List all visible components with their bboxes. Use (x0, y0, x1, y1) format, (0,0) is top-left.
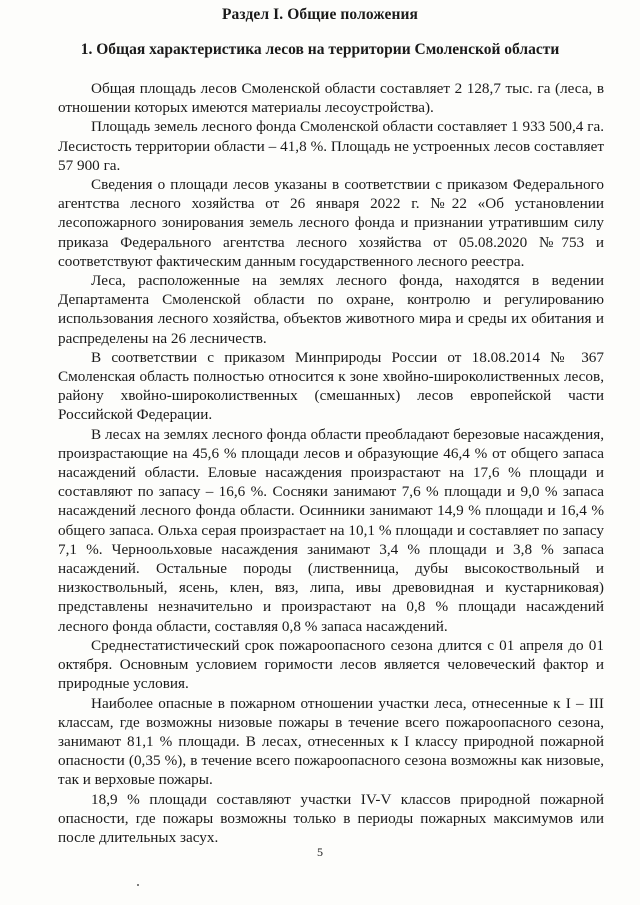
section-title: Раздел I. Общие положения (221, 6, 418, 23)
document-body (58, 79, 604, 847)
paragraph-total-area: Общая площадь лесов Смоленской области составляет 2 128,7 тыс. га (леса, в отношении которых имеются материалы лесоустройства). (58, 80, 604, 117)
paragraph-species-composition: В лесах на землях лесного фонда области преобладают березовые насаждения, произрастающие на 45,6 % площади лесов и образующие 46,4 % от общего запаса насаждений области. Еловые насаждения произрастают на 17,6 % площади и составляют по запасу – 16,6 %. Сосняки занимают 7,6 % площади и 9,0 % запаса насаждений лесного фонда области. Осинники занимают 14,9 % площади и 16,4 % общего запаса. Ольха серая произрастает на 10,1 % площади и составляет по запасу 7,1 %. Черноольховые насаждения занимают 3,4 % площади и 3,8 % запаса насаждений. Остальные породы (лиственница, дубы высокоствольный и низкоствольный, ясень, клен, вяз, липа, ивы древовидная и кустарниковая) представлены незначительно и произрастают на 0,8 % площади насаждений лесного фонда области, составляя 0,8 % запаса насаждений. (58, 425, 604, 635)
scan-artifact (137, 884, 139, 886)
paragraph-administration: Леса, расположенные на землях лесного фонда, находятся в ведении Департамента Смоленской области по охране, контролю и регулированию использования лесного хозяйства, объектов животного мира и среды их обитания и распределены на 26 лесничеств. (58, 272, 604, 347)
paragraph-area-source: Сведения о площади лесов указаны в соответствии с приказом Федерального агентства лесного хозяйства от 26 января 2022 г. №22 «Об установлении лесопожарного зонирования земель лесного фонда и признании утратившим силу приказа Федерального агентства лесного хозяйства от 05.08.2020 №753 и соответствуют фактическим данным государственного лесного реестра. (58, 176, 604, 270)
subsection-title: 1. Общая характеристика лесов на территории Смоленской области (80, 41, 560, 58)
paragraph-forest-fund-area: Площадь земель лесного фонда Смоленской области составляет 1 933 500,4 га. Лесистость территории области – 41,8 %. Площадь не устроенных лесов составляет 57 900 га. (58, 118, 604, 174)
paragraph-fire-season: Среднестатистический срок пожароопасного сезона длится с 01 апреля до 01 октября. Основным условием горимости лесов является человеческий фактор и природные условия. (58, 636, 604, 693)
paragraph-forest-zone: В соответствии с приказом Минприроды России от 18.08.2014 № 367 Смоленская область полностью относится к зоне хвойно-широколиственных лесов, району хвойно-широколиственных (смешанных) лесов европейской части Российской Федерации. (58, 348, 604, 424)
paragraph-fire-danger-classes: Наиболее опасные в пожарном отношении участки леса, отнесенные к I – III классам, где возможны низовые пожары в течение всего пожароопасного сезона, занимают 81,1 % площади. В лесах, отнесенных к I классу природной пожарной опасности (0,35 %), в течение всего пожароопасного сезона возможны как низовые, так и верховые пожары. (58, 694, 604, 789)
paragraph-low-danger-classes: 18,9 % площади составляют участки IV-V классов природной пожарной опасности, где пожары возможны только в периоды пожарных максимумов или после длительных засух. (58, 790, 604, 846)
page-number: 5 (317, 845, 323, 859)
